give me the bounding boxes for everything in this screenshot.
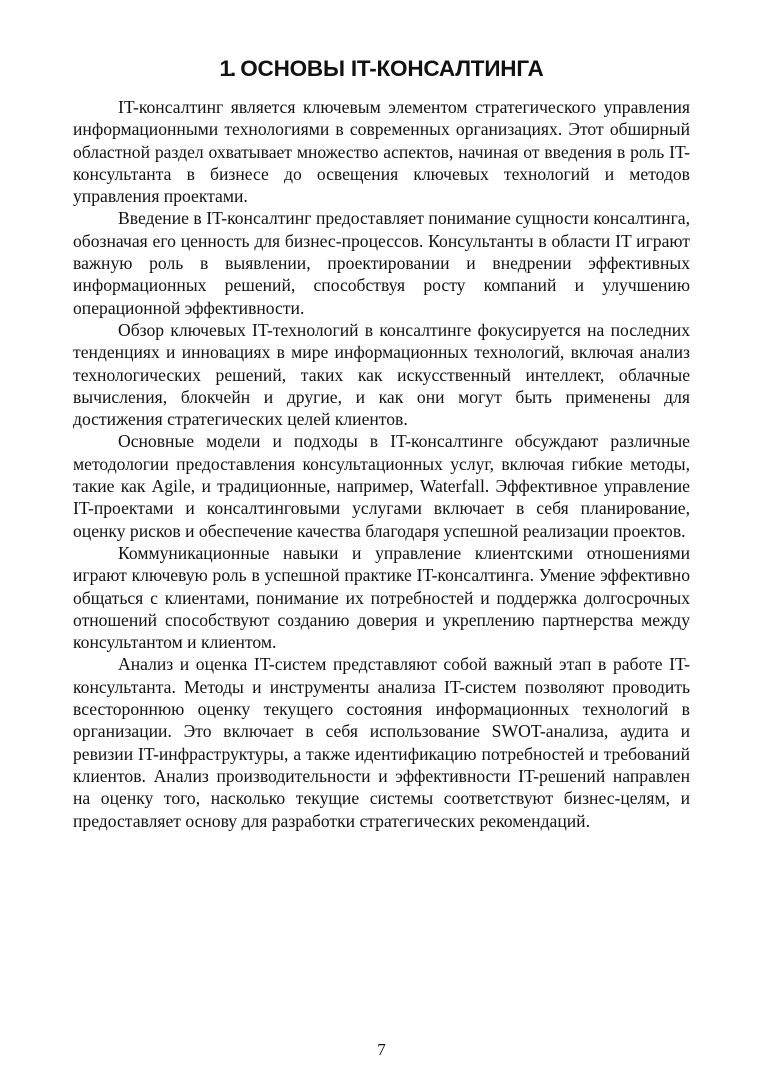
page-number: 7 (377, 1040, 386, 1059)
chapter-title: ОСНОВЫ IT-КОНСАЛТИНГА (240, 56, 544, 81)
body-text (73, 96, 690, 832)
paragraph-communication: Коммуникационные навыки и управление клиентскими отношениями играют ключевую роль в успешной практике IT-консалтинга. Умение эффективно общаться с клиентами, понимание их потребностей и поддержка долгосрочных отношений способствуют созданию доверия и укреплению партнерства между консультантом и клиентом. (73, 542, 690, 653)
paragraph-introduction: Введение в IT-консалтинг предоставляет понимание сущности консалтинга, обозначая его ценность для бизнес-процессов. Консультанты в области IT играют важную роль в выявлении, проектировании и внедрении эффективных информационных решений, способствуя росту компаний и улучшению операционной эффективности. (73, 208, 690, 318)
paragraph-analysis: Анализ и оценка IT-систем представляют собой важный этап в работе IT-консультанта. Методы и инструменты анализа IT-систем позволяют проводить всестороннюю оценку текущего состояния информационных технологий в организации. Это включает в себя использование SWOT-анализа, аудита и ревизии IT-инфраструктуры, а также идентификацию потребностей и требований клиентов. Анализ производительности и эффективности IT-решений направлен на оценку того, насколько текущие системы соответствуют бизнес-целям, и предоставляет основу для разработки стратегических рекомендаций. (73, 654, 690, 831)
chapter-heading (0, 52, 763, 86)
chapter-number: 1. (219, 56, 235, 81)
paragraph-technologies: Обзор ключевых IT-технологий в консалтинге фокусируется на последних тенденциях и инновациях в мире информационных технологий, включая анализ технологических решений, таких как искусственный интеллект, облачные вычисления, блокчейн и другие, и как они могут быть применены для достижения стратегических целей клиентов. (73, 319, 690, 430)
paragraph-intro: IT-консалтинг является ключевым элементом стратегического управления информационными технологиями в современных организациях. Этот обширный областной раздел охватывает множество аспектов, начиная от введения в роль IT-консультанта в бизнесе до освещения ключевых технологий и методов управления проектами. (73, 97, 690, 207)
paragraph-models: Основные модели и подходы в IT-консалтинге обсуждают различные методологии предоставления консультационных услуг, включая гибкие методы, такие как Agile, и традиционные, например, Waterfall. Эффективное управление IT-проектами и консалтинговыми услугами включает в себя планирование, оценку рисков и обеспечение качества благодаря успешной реализации проектов. (73, 431, 690, 541)
